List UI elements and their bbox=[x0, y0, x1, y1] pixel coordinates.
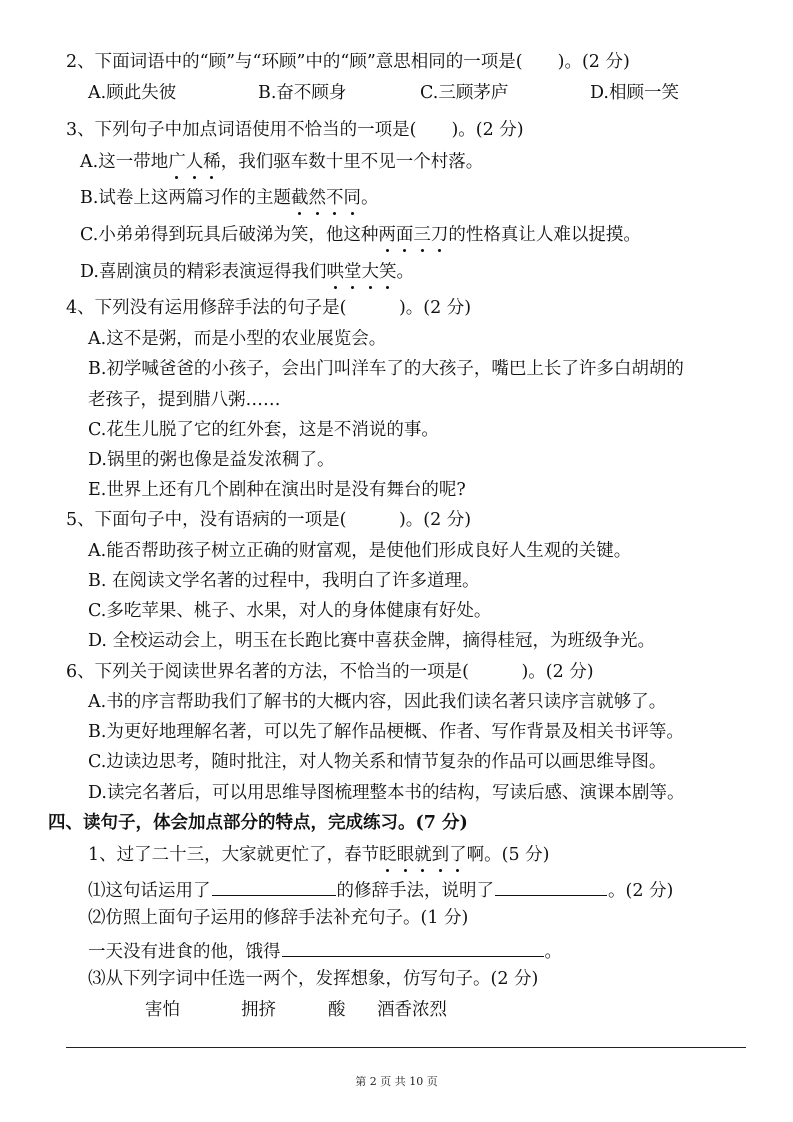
q3-a-text: A.这一带地 bbox=[80, 152, 169, 172]
q4-stem: 4、下列没有运用修辞手法的句子是( )。(2 分) bbox=[66, 298, 472, 318]
word-option: 害怕 bbox=[145, 1000, 180, 1020]
q2-option-d: D.相顾一笑 bbox=[590, 83, 679, 103]
dotted-char: 了 bbox=[449, 845, 467, 865]
s4-part2: ⑵仿照上面句子运用的修辞手法补充句子。(1 分) bbox=[88, 908, 469, 928]
q6-option-a: A.书的序言帮助我们了解书的大概内容，因此我们读名著只读序言就够了。 bbox=[88, 692, 667, 712]
s4-part2-fill bbox=[88, 938, 562, 964]
q6-stem: 6、下列关于阅读世界名著的方法，不恰当的一项是( )。(2 分) bbox=[66, 662, 594, 682]
s4-p1-text: 的修辞手法，说明了 bbox=[336, 881, 494, 901]
dotted-char: 截 bbox=[290, 188, 309, 208]
dotted-char: 眼 bbox=[396, 845, 415, 865]
q4-option-e: E.世界上还有几个剧种在演出时是没有舞台的呢? bbox=[88, 480, 466, 500]
footer-divider bbox=[66, 1047, 746, 1048]
answer-blank-meaning[interactable] bbox=[495, 877, 607, 896]
dotted-char: 不 bbox=[325, 188, 344, 208]
q3-a-text: ，我们驱车数十里不见一个村落。 bbox=[220, 152, 484, 172]
s4-q1-text: 啊。(5 分) bbox=[466, 845, 550, 865]
dotted-char: 人 bbox=[185, 152, 204, 172]
q5-option-b: B. 在阅读文学名著的过程中，我明白了许多道理。 bbox=[88, 571, 480, 591]
s4-q1-text: 1、过了二十三，大家就更忙了，春节 bbox=[88, 845, 380, 865]
answer-blank-hungry[interactable] bbox=[282, 938, 544, 957]
dotted-char: 刀 bbox=[430, 225, 449, 245]
dotted-char: 眨 bbox=[379, 845, 397, 865]
q2-stem: 2、下面词语中的“顾”与“环顾”中的“顾”意思相同的一项是( )。(2 分) bbox=[66, 52, 630, 72]
s4-word-list bbox=[145, 998, 447, 1022]
q6-option-c: C.边读边思考，随时批注，对人物关系和情节复杂的作品可以画思维导图。 bbox=[88, 752, 667, 772]
dotted-char: 大 bbox=[361, 262, 379, 282]
q4-option-c: C.花生儿脱了它的红外套，这是不消说的事。 bbox=[88, 420, 439, 440]
dotted-char: 面 bbox=[395, 225, 414, 245]
s4-p1-text: ⑴这句话运用了 bbox=[88, 881, 211, 901]
dotted-char: 三 bbox=[413, 225, 431, 245]
q3-d-text: 。 bbox=[396, 262, 414, 282]
q6-option-d: D.读完名著后，可以用思维导图梳理整本书的结构，写读后感、演课本剧等。 bbox=[88, 783, 685, 803]
q3-option-b bbox=[80, 186, 378, 210]
dotted-char: 哄 bbox=[326, 262, 344, 282]
dotted-char: 稀 bbox=[203, 152, 221, 172]
s4-part1 bbox=[88, 877, 673, 903]
q3-b-text: B.试卷上这两篇习作的主题 bbox=[80, 188, 291, 208]
q3-c-text: C.小弟弟得到玩具后破涕为笑，他这种 bbox=[80, 225, 379, 245]
s4-q1 bbox=[88, 843, 550, 867]
q6-option-b: B.为更好地理解名著，可以先了解作品梗概、作者、写作背景及相关书评等。 bbox=[88, 722, 684, 742]
dotted-char: 到 bbox=[431, 845, 450, 865]
dotted-char: 堂 bbox=[343, 262, 362, 282]
q2-option-a: A.顾此失彼 bbox=[88, 83, 177, 103]
s4-p2-text: 。 bbox=[544, 942, 562, 962]
word-option: 拥挤 bbox=[241, 1000, 276, 1020]
q5-stem: 5、下面句子中，没有语病的一项是( )。(2 分) bbox=[66, 510, 472, 530]
q4-option-a: A.这不是粥，而是小型的农业展览会。 bbox=[88, 329, 387, 349]
s4-p2-text: 一天没有进食的他，饿得 bbox=[88, 942, 281, 962]
word-option: 酒香浓烈 bbox=[377, 1000, 447, 1020]
q4-option-b-line2: 老孩子，提到腊八粥…… bbox=[88, 390, 281, 410]
q3-option-d bbox=[80, 260, 414, 284]
page-number: 第 2 页 共 10 页 bbox=[355, 1075, 438, 1088]
q2-option-b: B.奋不顾身 bbox=[258, 83, 347, 103]
q4-option-d: D.锅里的粥也像是益发浓稠了。 bbox=[88, 450, 335, 470]
q5-option-d: D. 全校运动会上，明玉在长跑比赛中喜获金牌，摘得桂冠，为班级争光。 bbox=[88, 631, 656, 651]
answer-blank-rhetoric[interactable] bbox=[212, 877, 336, 896]
dotted-char: 广 bbox=[168, 152, 186, 172]
dotted-char: 笑 bbox=[378, 262, 397, 282]
q5-option-a: A.能否帮助孩子树立正确的财富观，是使他们形成良好人生观的关键。 bbox=[88, 541, 632, 561]
q2-option-c: C.三顾茅庐 bbox=[420, 83, 509, 103]
q4-option-b-line1: B.初学喊爸爸的小孩子，会出门叫洋车了的大孩子，嘴巴上长了许多白胡胡的 bbox=[88, 359, 684, 379]
dotted-char: 然 bbox=[308, 188, 326, 208]
dotted-char: 就 bbox=[414, 845, 432, 865]
q5-option-c: C.多吃苹果、桃子、水果，对人的身体健康有好处。 bbox=[88, 601, 492, 621]
q3-option-c bbox=[80, 223, 641, 247]
q2-options bbox=[88, 81, 679, 105]
dotted-char: 两 bbox=[378, 225, 396, 245]
q3-c-text: 的性格真让人难以捉摸。 bbox=[448, 225, 641, 245]
q3-b-text: 。 bbox=[360, 188, 379, 208]
s4-p1-text: 。(2 分) bbox=[608, 881, 674, 901]
q3-stem: 3、下列句子中加点词语使用不恰当的一项是( )。(2 分) bbox=[66, 120, 524, 140]
q3-option-a bbox=[80, 150, 483, 174]
dotted-char: 同 bbox=[343, 188, 361, 208]
s4-part3: ⑶从下列字词中任选一两个，发挥想象，仿写句子。(2 分) bbox=[88, 969, 539, 989]
section-4-title: 四、读句子，体会加点部分的特点，完成练习。(7 分) bbox=[48, 813, 468, 833]
word-option: 酸 bbox=[328, 1000, 346, 1020]
q3-d-text: D.喜剧演员的精彩表演逗得我们 bbox=[80, 262, 327, 282]
